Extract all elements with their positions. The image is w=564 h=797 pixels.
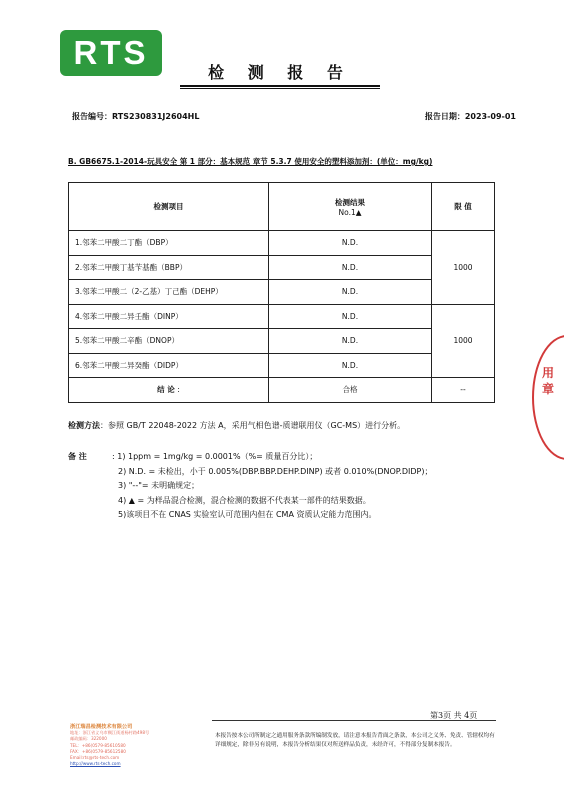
row-result: N.D. [269, 353, 432, 378]
company-website-link[interactable]: http://www.rts-tech.com [70, 761, 121, 767]
method-text: ：参照 GB/T 22048-2022 方法 A，采用气相色谱-质谱联用仪（GC-MS）进行分析。 [100, 421, 406, 430]
limit-group-1: 1000 [432, 231, 495, 305]
page-number: 第3页 共 4页 [430, 711, 478, 720]
row-item: 2.邻苯二甲酸丁基苄基酯（BBP） [69, 255, 269, 280]
report-title: 检 测 报 告 [208, 63, 352, 82]
col-result-title: 检测结果 [335, 197, 365, 207]
logo-text: RTS [73, 34, 149, 71]
row-item: 5.邻苯二甲酸二辛酯（DNOP） [69, 329, 269, 354]
company-address: 地址：浙江省义乌市稠江街道杨村路498号 [70, 730, 150, 736]
table-row [69, 280, 495, 305]
row-result: N.D. [269, 329, 432, 354]
table-row [69, 231, 495, 256]
test-method [68, 420, 405, 431]
report-number [72, 111, 199, 122]
conclusion-result: 合格 [269, 378, 432, 403]
company-seal-stamp [532, 335, 564, 460]
report-date [425, 111, 516, 122]
seal-text: 用章 [542, 366, 555, 396]
method-label: 检测方法 [68, 421, 100, 430]
notes-label: 备 注 [68, 452, 87, 461]
company-fax: FAX：+86(0579-85612580 [70, 748, 126, 754]
report-date-label: 报告日期： [424, 112, 465, 121]
row-result: N.D. [269, 231, 432, 256]
row-item: 3.邻苯二甲酸二（2-乙基）丁己酯（DEHP） [69, 280, 269, 305]
row-result: N.D. [269, 304, 432, 329]
col-limit-header: 限 值 [432, 183, 495, 231]
table-row [69, 255, 495, 280]
note-item: : 1) 1ppm = 1mg/kg = 0.0001%（%= 质量百分比）； [112, 452, 318, 461]
limit-group-2: 1000 [432, 304, 495, 378]
company-info [70, 724, 180, 767]
conclusion-label-cell [69, 378, 269, 403]
section-heading: B. GB6675.1-2014-玩具安全 第 1 部分：基本规范 章节 5.3.7 使用安全的塑料添加剂：(单位：mg/kg) [68, 157, 433, 166]
company-logo [60, 30, 162, 76]
conclusion-limit: -- [432, 378, 495, 403]
col-item-header: 检测项目 [69, 183, 269, 231]
notes-list [112, 450, 433, 523]
table-header-row [69, 183, 495, 231]
company-email: Email:rts@rts-tech.com [70, 755, 120, 761]
company-name: 浙江瑞昌检测技术有限公司 [70, 724, 133, 730]
row-item: 6.邻苯二甲酸二异癸酯（DIDP） [69, 353, 269, 378]
company-tel: TEL：+86(0579-85610580 [70, 742, 126, 748]
table-row [69, 353, 495, 378]
table-row [69, 329, 495, 354]
report-number-label: 报告编号： [72, 112, 112, 121]
report-number-value: RTS230831J2604HL [112, 112, 200, 121]
note-item: 4) ▲ = 为样品混合检测，混合检测的数据不代表某一部件的结果数据。 [118, 495, 371, 505]
note-item: 3) "--"= 未明确规定； [118, 481, 200, 490]
col-result-header [269, 183, 432, 231]
col-result-sub: No.1▲ [338, 207, 362, 217]
footer-divider [212, 720, 496, 721]
conclusion-colon: : [177, 385, 180, 395]
title-underline [180, 85, 380, 87]
results-table [68, 182, 495, 403]
company-postcode: 邮政编码：322000 [70, 736, 107, 742]
footer-disclaimer: 本报告按本公司所制定之通用服务条款所编制发放，请注意本报告背面之条款，本公司之义务、免责、管辖权均有详细规定，除非另有说明，本报告分析结果仅对所送样品负责，未经许可，不得部分复制本报告。 [215, 733, 495, 748]
title-underline-thin [180, 88, 380, 89]
row-item: 1.邻苯二甲酸二丁酯（DBP） [69, 231, 269, 256]
notes-section [68, 450, 433, 523]
conclusion-label: 结 论 [157, 385, 175, 395]
conclusion-row [69, 378, 495, 403]
row-result: N.D. [269, 255, 432, 280]
note-item: 2) N.D. = 未检出，小于 0.005%(DBP.BBP.DEHP.DINP) 或者 0.010%(DNOP.DIDP)； [118, 466, 433, 476]
note-item: 5)该项目不在 CNAS 实验室认可范围内但在 CMA 资质认定能力范围内。 [118, 510, 377, 519]
report-date-value: 2023-09-01 [464, 112, 516, 121]
row-result: N.D. [269, 280, 432, 305]
row-item: 4.邻苯二甲酸二异壬酯（DINP） [69, 304, 269, 329]
table-row [69, 304, 495, 329]
